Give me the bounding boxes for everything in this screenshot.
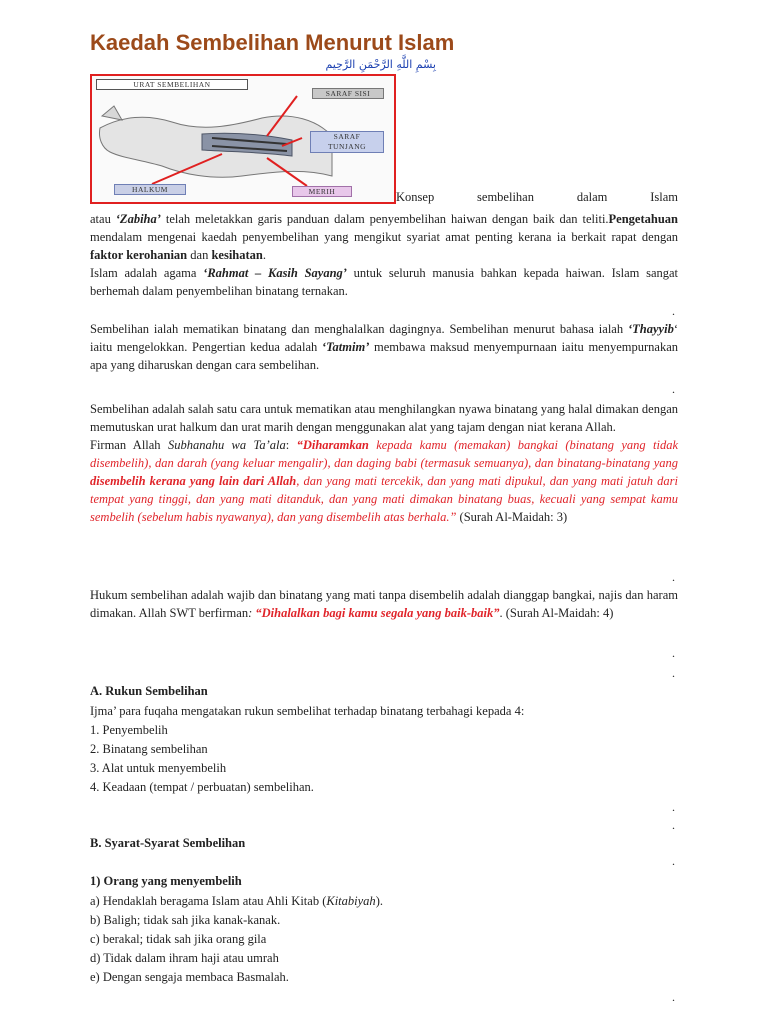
- list-item: Ijma’ para fuqaha mengatakan rukun sembelihat terhadap binatang terbahagi kepada 4:: [90, 704, 525, 718]
- slaughter-veins-figure: [90, 74, 396, 204]
- citation: . (Surah Al-Maidah: 4): [499, 606, 614, 620]
- text: Hukum sembelihan adalah wajib dan binatang yang mati tanpa disembelih adalah dianggap bangkai, najis dan haram dimakan. Allah SWT berfirman: [90, 588, 678, 620]
- quote-text: , dan yang mati tercekik, dan yang mati dipukul, dan yang mati jatuh dari tempat yang tinggi, dan yang mati ditanduk, dan yang mati dimakan binatang buas, kecuali yang sempat kamu sembelih (sebelum habis nyawanya), dan yang disembelih atas berhala.”: [90, 474, 678, 524]
- text: Firman Allah: [90, 438, 168, 452]
- page-title: Kaedah Sembelihan Menurut Islam: [90, 30, 455, 55]
- term-rahmat: ‘Rahmat – Kasih Sayang’: [203, 266, 347, 280]
- text: dan: [187, 248, 212, 262]
- quote-emphasis: “Dihalalkan bagi kamu segala yang baik-baik”: [255, 606, 500, 620]
- list-item: 4. Keadaan (tempat / perbuatan) sembelihan.: [90, 780, 314, 794]
- text: :: [248, 606, 256, 620]
- label-saraf-sisi: SARAF SISI: [312, 88, 384, 99]
- separator-dot: .: [672, 666, 675, 680]
- intro-word: sembelihan: [477, 190, 534, 204]
- separator-dot: .: [672, 818, 675, 832]
- label-merih: MERIH: [292, 186, 352, 197]
- intro-first-line: [396, 188, 678, 206]
- list-item: d) Tidak dalam ihram haji atau umrah: [90, 951, 279, 965]
- text: atau: [90, 212, 116, 226]
- text: mendalam mengenai kaedah penyembelihan yang mengikut syariat amat penting kerana ia berkait rapat dengan: [90, 230, 678, 244]
- term-kesihatan: kesihatan: [211, 248, 263, 262]
- intro-paragraph: [90, 210, 678, 300]
- separator-dot: .: [672, 854, 675, 868]
- list-item: 2. Binatang sembelihan: [90, 742, 208, 756]
- text: Sembelihan ialah mematikan binatang dan menghalalkan dagingnya. Sembelihan menurut bahasa ialah: [90, 322, 628, 336]
- list-item: b) Baligh; tidak sah jika kanak-kanak.: [90, 913, 281, 927]
- term-tatmim: ‘Tatmim’: [321, 340, 370, 354]
- text: membawa maksud menyempurnaan iaitu menyempurnakan apa yang diharuskan dengan cara sembelihan.: [90, 340, 678, 372]
- text: Sembelihan adalah salah satu cara untuk mematikan atau menghilangkan nyawa binatang yang halal dimakan dengan memutuskan urat halkum dan urat marih dengan menggunakan alat yang tajam dengan niat kerana Allah.: [90, 402, 678, 434]
- term-kitabiyah: Kitabiyah: [326, 894, 376, 908]
- citation: (Surah Al-Maidah: 3): [456, 510, 568, 524]
- label-saraf-tunjang-line2: TUNJANG: [327, 142, 367, 151]
- paragraph-hukum: [90, 586, 678, 622]
- section-b-subheading: 1) Orang yang menyembelih: [90, 874, 242, 888]
- separator-dot: .: [672, 570, 675, 584]
- separator-dot: .: [672, 800, 675, 814]
- text: untuk seluruh manusia bahkan kepada haiwan. Islam sangat berhemah dalam penyembelihan binatang ternakan.: [90, 266, 679, 298]
- paragraph-firman: [90, 400, 678, 526]
- quote-text: kepada kamu (memakan) bangkai (binatang yang tidak disembelih), dan darah (yang keluar mengalir), dan daging babi (termasuk semuanya), dan binatang-binatang yang: [90, 438, 678, 470]
- separator-dot: .: [672, 304, 675, 318]
- separator-dot: .: [672, 382, 675, 396]
- intro-word: Islam: [650, 190, 678, 204]
- label-saraf-tunjang-line1: SARAF: [333, 132, 361, 141]
- separator-dot: .: [672, 646, 675, 660]
- text: Subhanahu wa Ta’ala: [167, 438, 286, 452]
- list-item: e) Dengan sengaja membaca Basmalah.: [90, 970, 289, 984]
- label-saraf-tunjang: [310, 131, 384, 153]
- section-a-list: [90, 702, 678, 797]
- list-item: c) berakal; tidak sah jika orang gila: [90, 932, 267, 946]
- section-b-list: [90, 892, 678, 987]
- separator-dot: .: [672, 990, 675, 1004]
- text: :: [285, 438, 297, 452]
- text: ‘ iaitu mengelokkan. Pengertian kedua adalah: [90, 322, 678, 354]
- intro-word: dalam: [576, 190, 608, 204]
- text: Islam adalah agama: [90, 266, 204, 280]
- section-a-heading: A. Rukun Sembelihan: [90, 684, 208, 698]
- quote-emphasis: “Diharamkan: [296, 438, 369, 452]
- term-pengetahuan: Pengetahuan: [608, 212, 678, 226]
- term-faktor-kerohanian: faktor kerohanian: [90, 248, 188, 262]
- intro-word: Konsep: [396, 190, 435, 204]
- term-zabiha: ‘Zabiha’: [115, 212, 161, 226]
- basmalah: بِسْمِ اللَّهِ الرَّحْمَنِ الرَّحِيم: [325, 58, 436, 71]
- paragraph-definition: [90, 320, 678, 374]
- list-item: 1. Penyembelih: [90, 723, 168, 737]
- section-b-heading: B. Syarat-Syarat Sembelihan: [90, 836, 246, 850]
- list-item: [90, 892, 678, 911]
- label-halkum: HALKUM: [114, 184, 186, 195]
- text: telah meletakkan garis panduan dalam penyembelihan haiwan dengan baik dan teliti.: [160, 212, 609, 226]
- text: ).: [375, 894, 383, 908]
- list-item: 3. Alat untuk menyembelih: [90, 761, 227, 775]
- text: a) Hendaklah beragama Islam atau Ahli Kitab (: [90, 894, 327, 908]
- term-thayyib: ‘Thayyib: [628, 322, 674, 336]
- quote-emphasis: disembelih kerana yang lain dari Allah: [90, 474, 297, 488]
- text: .: [262, 248, 266, 262]
- figure-title: URAT SEMBELIHAN: [96, 79, 248, 90]
